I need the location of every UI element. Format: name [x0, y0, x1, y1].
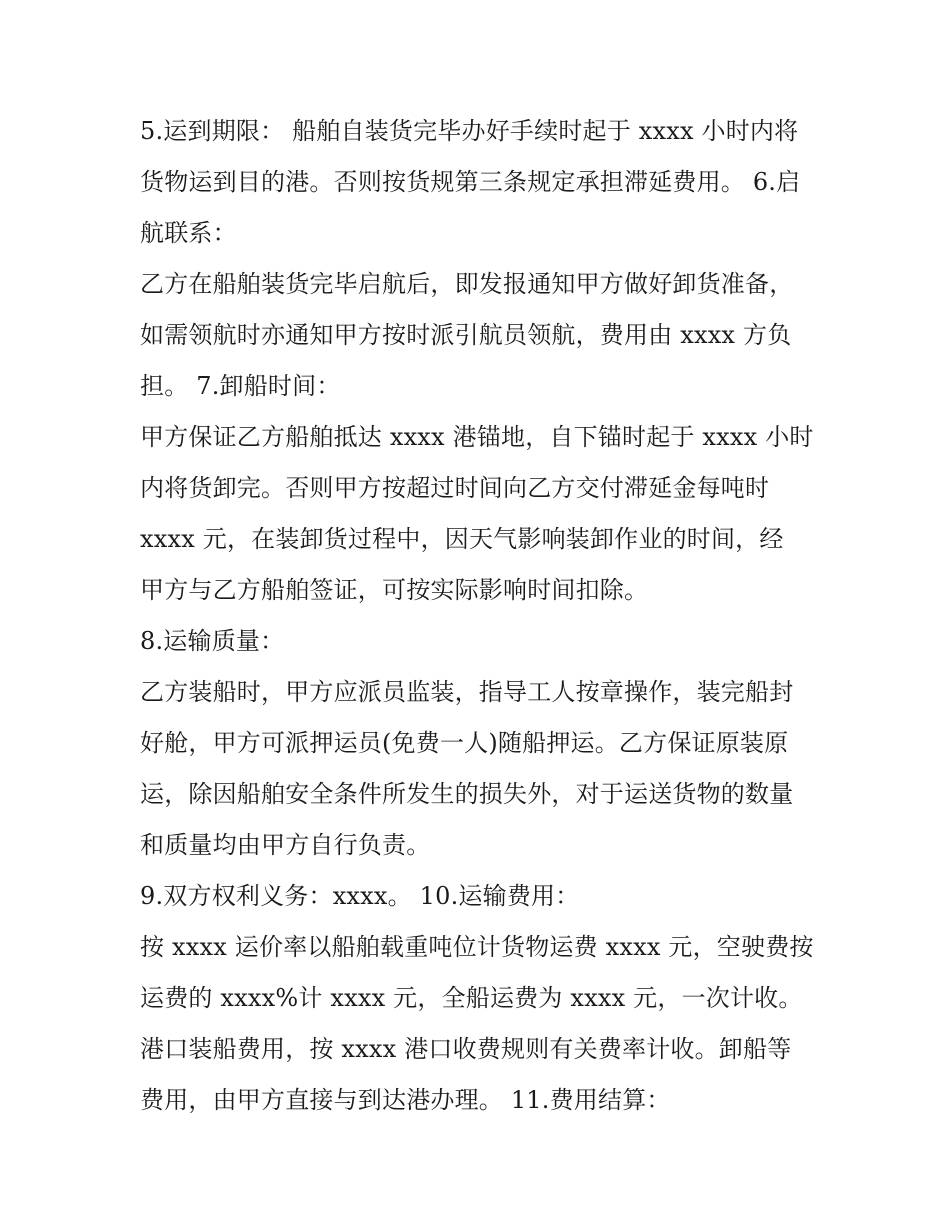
text-line: xxxx 元，在装卸货过程中，因天气影响装卸作业的时间，经 — [140, 525, 784, 553]
text-line: 好舱，甲方可派押运员(免费一人)随船押运。乙方保证原装原 — [140, 729, 789, 757]
text-line: 货物运到目的港。否则按货规第三条规定承担滞延费用。 6.启 — [140, 168, 801, 196]
text-line: 运，除因船舶安全条件所发生的损失外，对于运送货物的数量 — [140, 780, 794, 808]
text-line: 运费的 xxxx%计 xxxx 元，全船运费为 xxxx 元，一次计收。 — [140, 984, 803, 1012]
text-line: 和质量均由甲方自行负责。 — [140, 831, 431, 859]
text-line: 乙方在船舶装货完毕启航后，即发报通知甲方做好卸货准备， — [140, 270, 794, 298]
text-line: 内将货卸完。否则甲方按超过时间向乙方交付滞延金每吨时 — [140, 474, 770, 502]
text-line: 9.双方权利义务：xxxx。 10.运输费用： — [140, 882, 580, 910]
text-line: 5.运到期限： 船舶自装货完毕办好手续时起于 xxxx 小时内将 — [140, 117, 799, 145]
text-line: 港口装船费用，按 xxxx 港口收费规则有关费率计收。卸船等 — [140, 1035, 792, 1063]
text-line: 乙方装船时，甲方应派员监装，指导工人按章操作，装完船封 — [140, 678, 794, 706]
text-line: 担。 7.卸船时间： — [140, 372, 341, 400]
text-line: 按 xxxx 运价率以船舶载重吨位计货物运费 xxxx 元，空驶费按 — [140, 933, 814, 961]
text-line: 甲方与乙方船舶签证，可按实际影响时间扣除。 — [140, 576, 649, 604]
text-line: 8.运输质量： — [140, 627, 285, 655]
text-line: 甲方保证乙方船舶抵达 xxxx 港锚地，自下锚时起于 xxxx 小时 — [140, 423, 814, 451]
contract-text — [140, 106, 830, 1126]
text-line: 如需领航时亦通知甲方按时派引航员领航，费用由 xxxx 方负 — [140, 321, 792, 349]
text-line: 航联系： — [140, 219, 237, 247]
text-line: 费用，由甲方直接与到达港办理。 11.费用结算： — [140, 1086, 671, 1114]
